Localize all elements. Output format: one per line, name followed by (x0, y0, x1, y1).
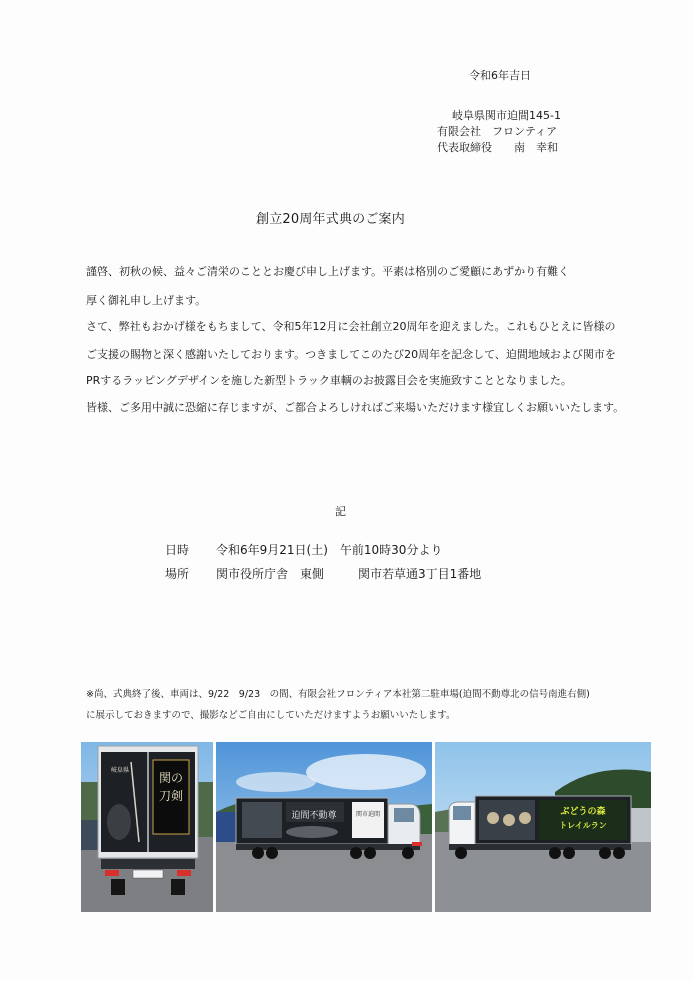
truck-side-photo-1 (216, 742, 432, 912)
body-line: 厚く御礼申し上げます。 (86, 294, 207, 307)
representative-name: 南 幸和 (514, 141, 558, 154)
side2-panel-text: ぶどうの森 (560, 807, 606, 817)
side1-panel-text: 迫間不動尊 (291, 811, 337, 821)
rear-panel-text-2: 刀剣 (158, 789, 184, 803)
note-line: ※尚、式典終了後、車両は、9/22 9/23 の間、有限会社フロンティア本社第二駐車場(迫間不動尊北の信号南進右側) (86, 689, 590, 700)
body-line: ご支援の賜物と深く感謝いたしております。つきましてこのたび20周年を記念して、迫間地域および関市を (86, 348, 616, 361)
company-address: 岐阜県関市迫間145-1 (452, 109, 561, 122)
rear-side-text: 岐阜県 (111, 767, 130, 774)
representative-title: 代表取締役 (437, 141, 492, 154)
side1-box-text: 関市迫間 (355, 811, 381, 818)
note-line: に展示しておきますので、撮影などご自由にしていただけますようお願いいたします。 (86, 710, 456, 721)
place-value: 関市役所庁舎 東側 (216, 567, 325, 581)
body-line: さて、弊社もおかげ様をもちまして、令和5年12月に会社創立20周年を迎えました。これもひとえに皆様の (86, 320, 616, 333)
representative (437, 142, 558, 153)
body-line: 皆様、ご多用中誠に恐縮に存じますが、ご都合よろしければご来場いただけます様宜しくお願いいたします。 (86, 401, 625, 414)
truck-rear-photo (81, 742, 213, 912)
letter-title: 創立20周年式典のご案内 (256, 212, 405, 227)
truck-side-photo-2 (435, 742, 651, 912)
side2-panel-text-2: トレイルラン (559, 821, 607, 830)
place-address: 関市若草通3丁目1番地 (358, 567, 482, 581)
date-value: 令和6年9月21日(土) 午前10時30分より (216, 543, 443, 557)
body-line: 謹啓、初秋の候、益々ご清栄のこととお慶び申し上げます。平素は格別のご愛顧にあずかり有難く (86, 265, 570, 278)
body-line: PRするラッピングデザインを施した新型トラック車輌のお披露目会を実施致すこととなりました。 (86, 374, 572, 387)
company-name: 有限会社 フロンティア (437, 125, 558, 138)
letter-date: 令和6年吉日 (469, 69, 531, 82)
date-label: 日時 (165, 543, 190, 557)
ki-heading: 記 (335, 505, 346, 518)
rear-panel-text-1: 関の (158, 771, 184, 785)
place-label: 場所 (165, 567, 190, 581)
